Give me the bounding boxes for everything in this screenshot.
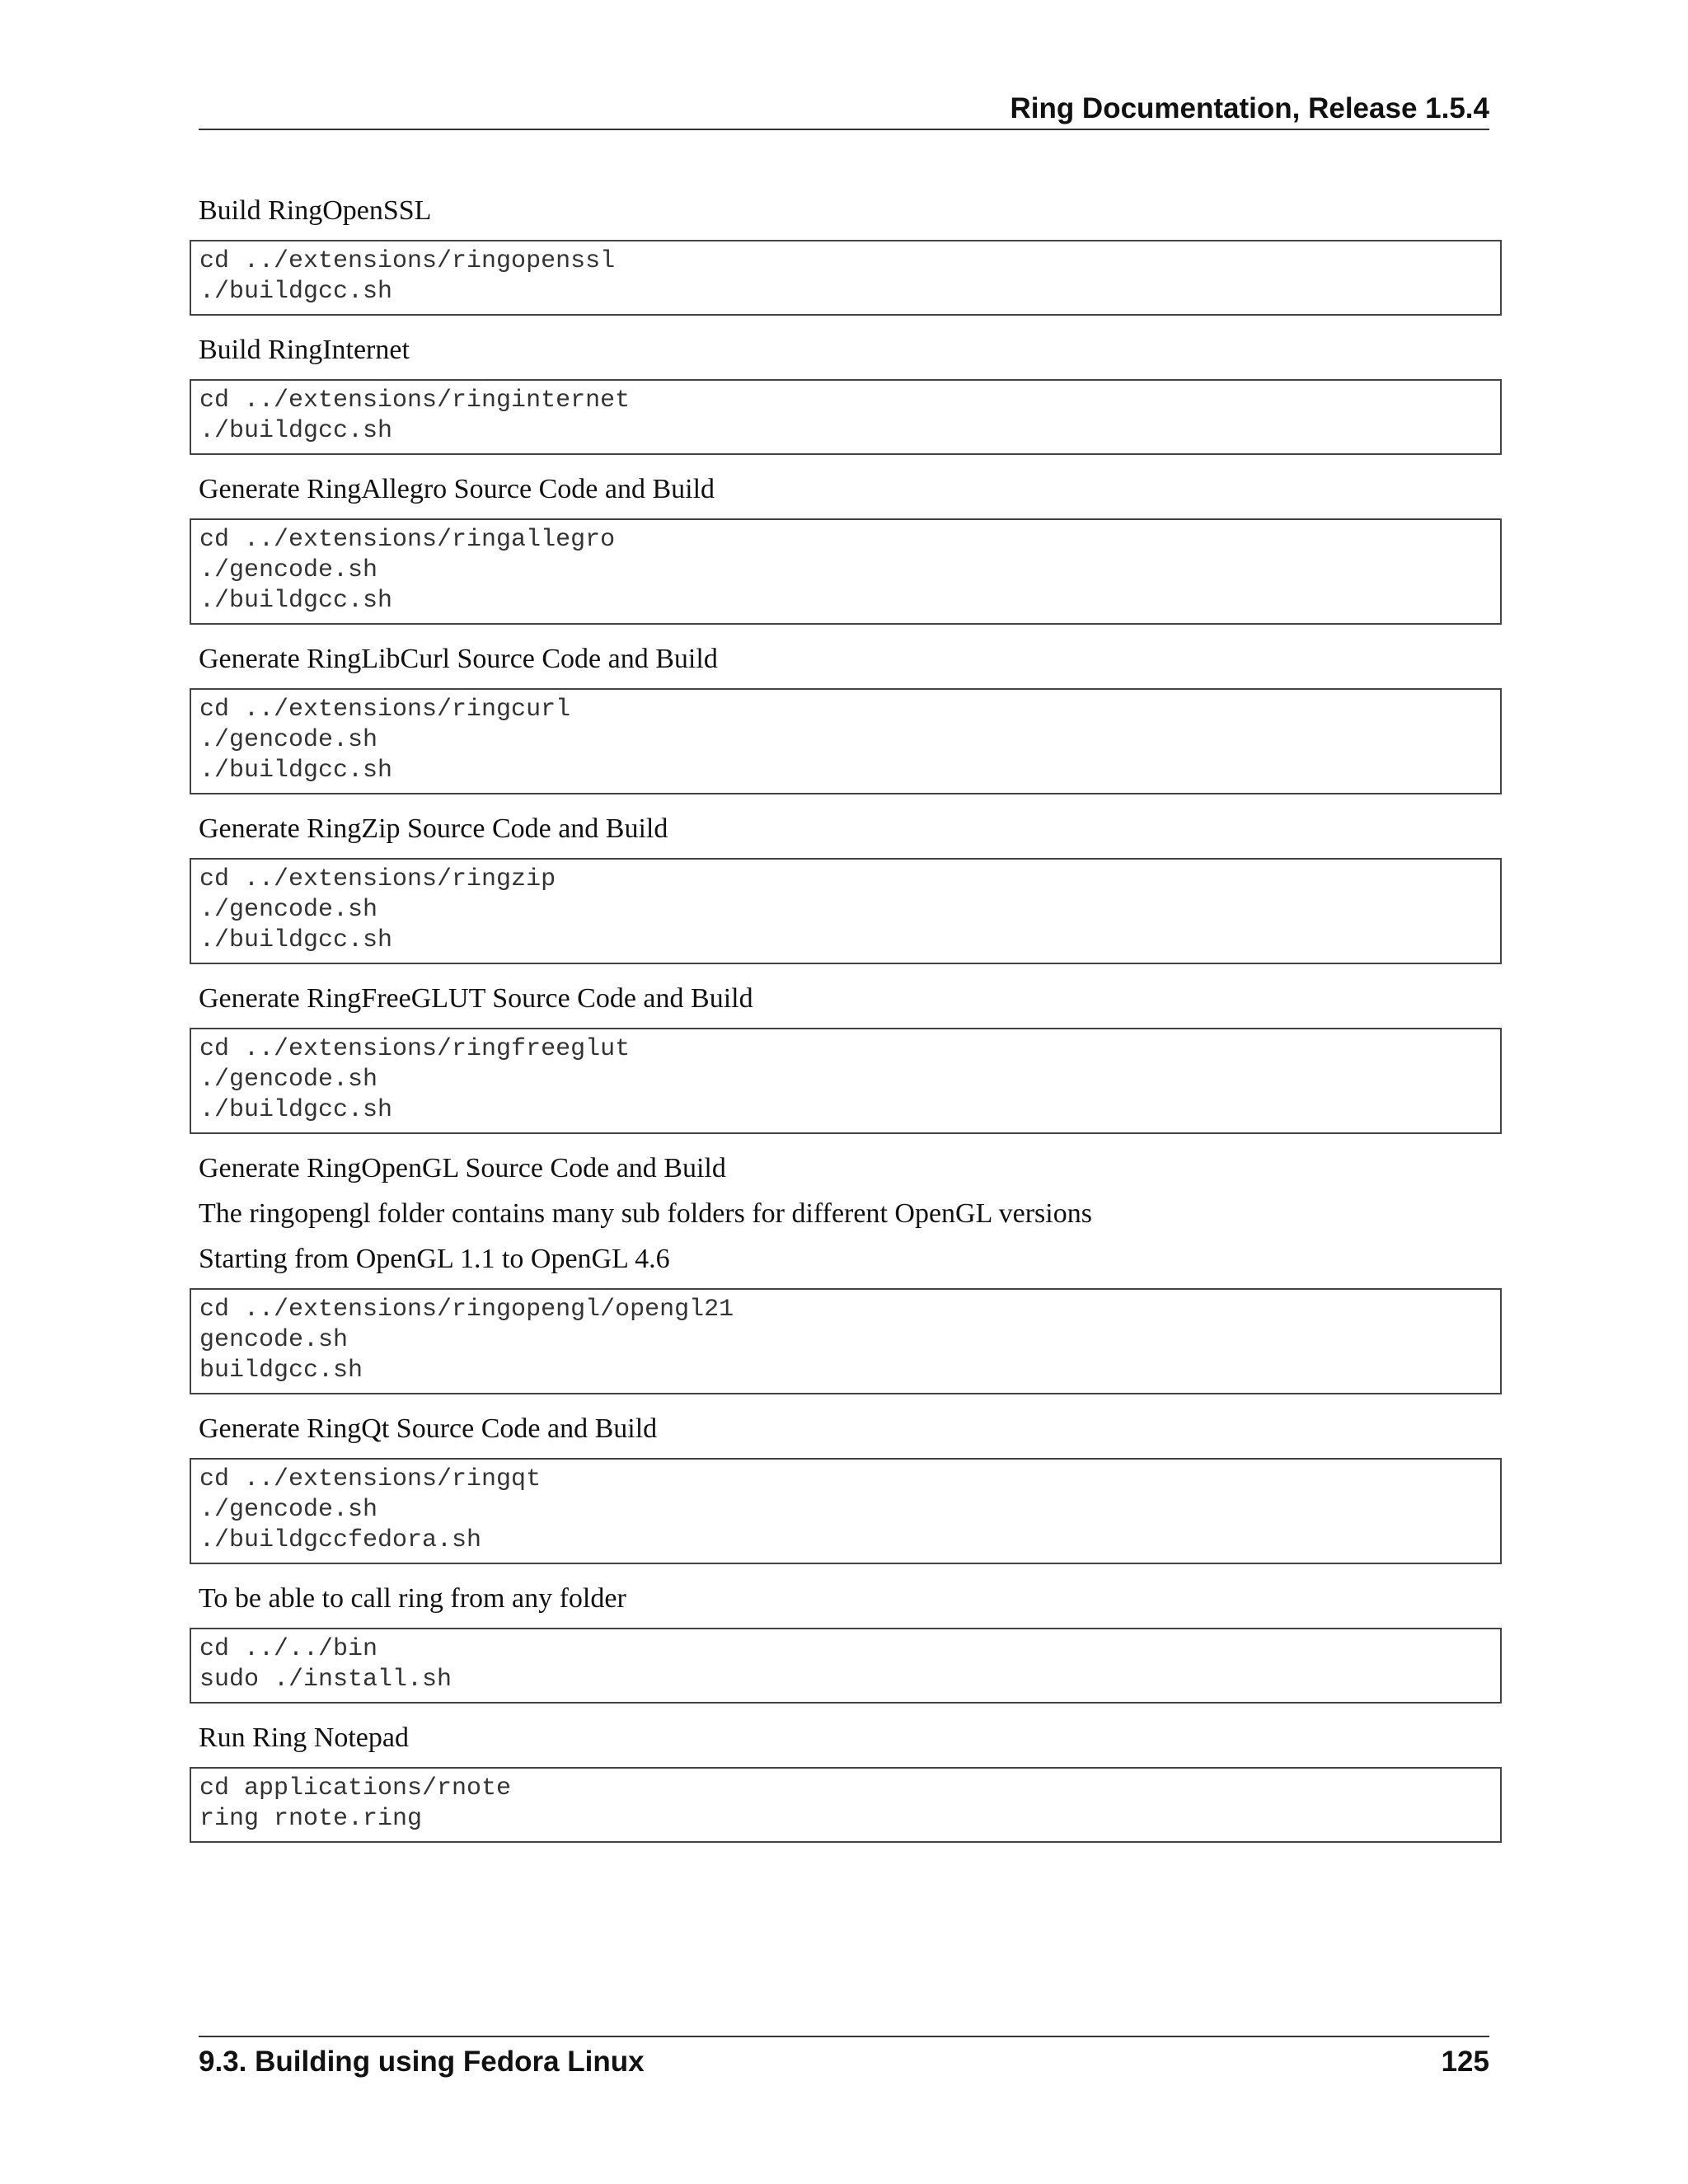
code-block bbox=[190, 858, 1502, 964]
code-line: cd ../extensions/ringopenssl bbox=[199, 247, 616, 275]
section-label: To be able to call ring from any folder bbox=[199, 1583, 626, 1614]
code-line: ./buildgcc.sh bbox=[199, 278, 393, 306]
code-block bbox=[190, 518, 1502, 625]
section-note: The ringopengl folder contains many sub folders for different OpenGL versions bbox=[199, 1198, 1092, 1229]
code-line: cd ../../bin bbox=[199, 1635, 378, 1663]
code-block bbox=[190, 1288, 1502, 1394]
code-line: cd ../extensions/ringfreeglut bbox=[199, 1035, 631, 1063]
code-line: cd ../extensions/ringzip bbox=[199, 865, 556, 893]
section-label: Generate RingLibCurl Source Code and Build bbox=[199, 644, 718, 674]
code-line: ./gencode.sh bbox=[199, 726, 378, 754]
code-block bbox=[190, 1767, 1502, 1843]
code-block bbox=[190, 688, 1502, 794]
code-block bbox=[190, 240, 1502, 316]
code-line: cd ../extensions/ringopengl/opengl21 bbox=[199, 1296, 734, 1324]
code-line: gencode.sh bbox=[199, 1326, 349, 1354]
code-block bbox=[190, 1028, 1502, 1134]
code-line: cd applications/rnote bbox=[199, 1774, 512, 1802]
section-label: Run Ring Notepad bbox=[199, 1722, 409, 1753]
section-label: Generate RingQt Source Code and Build bbox=[199, 1413, 658, 1444]
code-line: ./gencode.sh bbox=[199, 896, 378, 924]
code-line: sudo ./install.sh bbox=[199, 1666, 452, 1694]
section-note: Starting from OpenGL 1.1 to OpenGL 4.6 bbox=[199, 1244, 670, 1274]
page-footer bbox=[199, 2036, 1489, 2085]
code-line: ./buildgcc.sh bbox=[199, 757, 393, 785]
code-line: cd ../extensions/ringcurl bbox=[199, 696, 571, 724]
section-label: Generate RingOpenGL Source Code and Build bbox=[199, 1153, 726, 1183]
section-label: Generate RingFreeGLUT Source Code and Build bbox=[199, 983, 753, 1014]
main-content bbox=[190, 194, 1502, 1861]
code-line: cd ../extensions/ringallegro bbox=[199, 526, 616, 554]
code-line: ./gencode.sh bbox=[199, 1496, 378, 1524]
document-title: Ring Documentation, Release 1.5.4 bbox=[1010, 92, 1489, 124]
page-header bbox=[199, 89, 1489, 130]
page-number: 125 bbox=[1441, 2046, 1489, 2078]
code-block bbox=[190, 1628, 1502, 1704]
code-line: ./buildgccfedora.sh bbox=[199, 1526, 482, 1554]
code-line: ring rnote.ring bbox=[199, 1805, 423, 1833]
code-line: ./buildgcc.sh bbox=[199, 926, 393, 954]
section-label: Generate RingZip Source Code and Build bbox=[199, 813, 668, 844]
section-label: Build RingInternet bbox=[199, 335, 410, 365]
code-line: ./buildgcc.sh bbox=[199, 587, 393, 615]
code-line: buildgcc.sh bbox=[199, 1357, 363, 1385]
code-line: ./buildgcc.sh bbox=[199, 417, 393, 445]
footer-section-title: 9.3. Building using Fedora Linux bbox=[199, 2046, 645, 2078]
section-label: Build RingOpenSSL bbox=[199, 195, 432, 226]
code-block bbox=[190, 379, 1502, 455]
code-line: ./gencode.sh bbox=[199, 1066, 378, 1094]
code-line: cd ../extensions/ringqt bbox=[199, 1465, 542, 1493]
code-line: ./buildgcc.sh bbox=[199, 1096, 393, 1124]
section-label: Generate RingAllegro Source Code and Build bbox=[199, 474, 715, 504]
code-line: ./gencode.sh bbox=[199, 556, 378, 584]
code-line: cd ../extensions/ringinternet bbox=[199, 387, 631, 415]
code-block bbox=[190, 1458, 1502, 1564]
